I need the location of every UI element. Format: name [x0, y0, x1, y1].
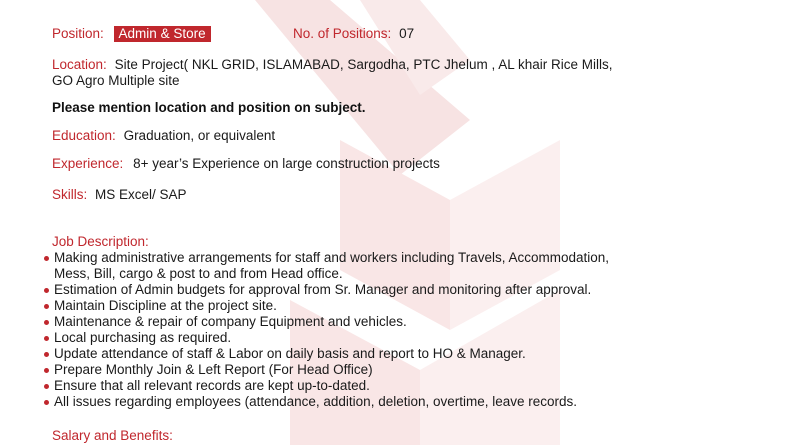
positions-count-row [293, 26, 414, 42]
notice-text: Please mention location and position on subject. [52, 100, 366, 115]
job-item-8: Ensure that all relevant records are kept up-to-dated. [54, 378, 370, 393]
job-item-1-line2: Mess, Bill, cargo & post to and from Head office. [54, 266, 343, 281]
experience-row [52, 156, 440, 172]
bullet-icon [44, 288, 49, 293]
skills-value: MS Excel/ SAP [95, 187, 187, 202]
job-item-1-line1: Making administrative arrangements for staff and workers including Travels, Accommodation, [54, 250, 610, 265]
bullet-icon [44, 400, 49, 405]
location-label: Location: [52, 57, 107, 72]
bullet-icon [44, 352, 49, 357]
location-row [52, 57, 612, 73]
job-item-5: Local purchasing as required. [54, 330, 232, 345]
skills-label: Skills: [52, 187, 88, 202]
education-row [52, 128, 275, 144]
bullet-icon [44, 320, 49, 325]
job-item-4: Maintenance & repair of company Equipment and vehicles. [54, 314, 407, 329]
job-item-9: All issues regarding employees (attendance, addition, deletion, overtime, leave records. [54, 394, 578, 409]
job-item-3: Maintain Discipline at the project site. [54, 298, 277, 313]
job-item-2: Estimation of Admin budgets for approval from Sr. Manager and monitoring after approval. [54, 282, 592, 297]
job-item-6: Update attendance of staff & Labor on daily basis and report to HO & Manager. [54, 346, 526, 361]
experience-value: 8+ year’s Experience on large construction projects [133, 156, 440, 171]
location-line2: GO Agro Multiple site [52, 73, 180, 88]
education-label: Education: [52, 128, 116, 143]
skills-row [52, 187, 187, 203]
bullet-icon [44, 304, 49, 309]
bullet-icon [44, 384, 49, 389]
positions-count-value: 07 [399, 26, 415, 41]
position-badge: Admin & Store [114, 26, 211, 42]
job-item-7: Prepare Monthly Join & Left Report (For Head Office) [54, 362, 373, 377]
bullet-icon [44, 368, 49, 373]
bullet-icon [44, 336, 49, 341]
education-value: Graduation, or equivalent [123, 128, 276, 143]
position-label: Position: [52, 26, 104, 41]
positions-count-label: No. of Positions: [293, 26, 392, 41]
location-line1: Site Project( NKL GRID, ISLAMABAD, Sargodha, PTC Jhelum , AL khair Rice Mills, [114, 57, 613, 72]
salary-heading: Salary and Benefits: [52, 428, 173, 443]
bullet-icon [44, 256, 49, 261]
job-description-heading: Job Description: [52, 234, 149, 249]
position-row [52, 26, 211, 42]
experience-label: Experience: [52, 156, 124, 171]
